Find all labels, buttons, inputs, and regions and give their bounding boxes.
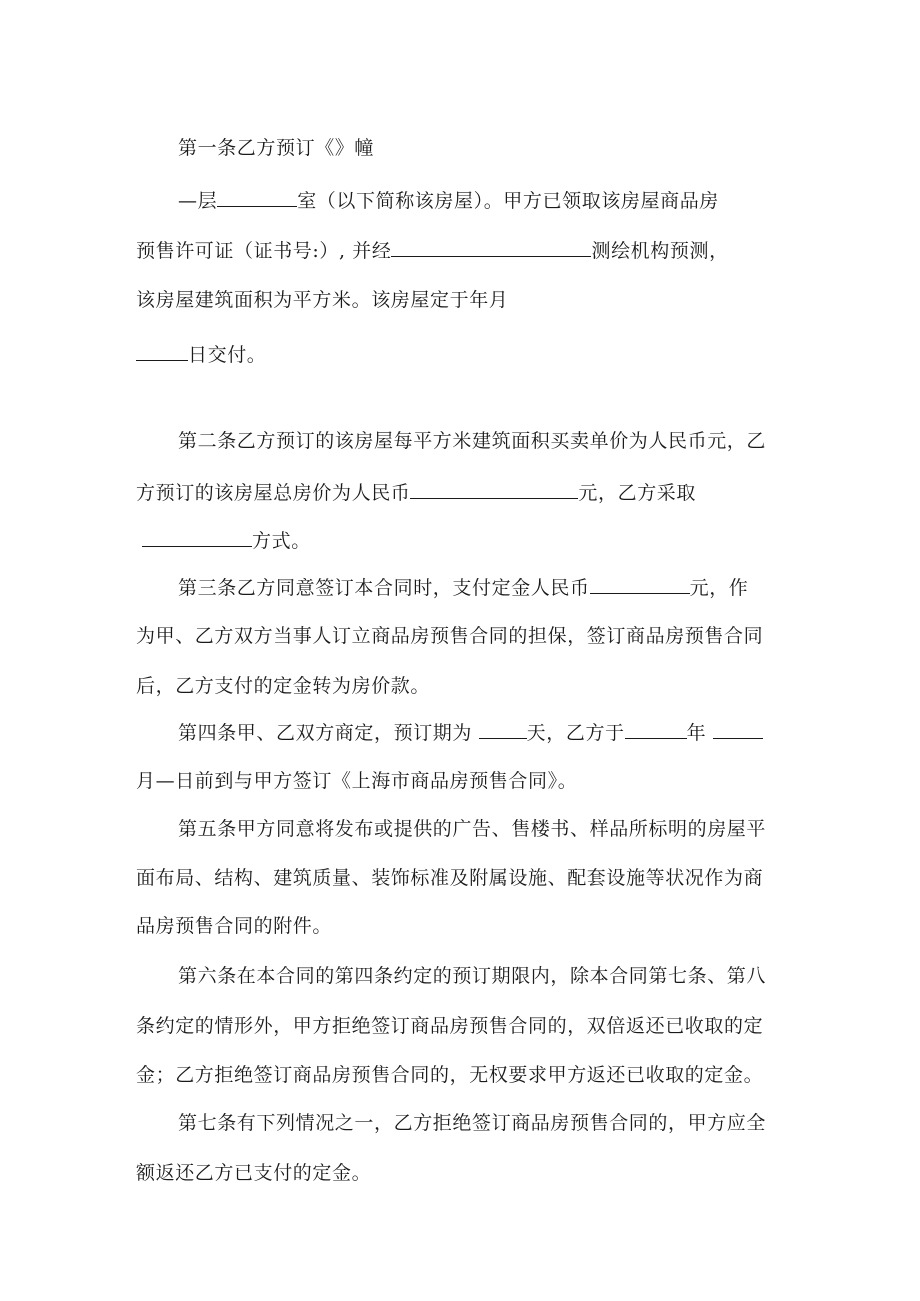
article-3-text: 元，作: [689, 577, 749, 599]
article-7-line-2: [136, 1161, 371, 1185]
article-2-text: 方预订的该房屋总房价为人民币: [136, 482, 411, 504]
blank-field: [136, 341, 188, 361]
blank-field: [479, 719, 527, 739]
blank-field: [217, 187, 297, 207]
article-5-line-1: [178, 817, 766, 841]
blank-field: [625, 719, 687, 739]
article-1-text: 预售许可证（证书号:）, 并经: [136, 240, 392, 262]
article-5-line-2: [136, 866, 763, 890]
article-1-text: —层: [178, 190, 218, 212]
article-4-line-2: [136, 769, 577, 793]
article-1-text: 室（以下简称该房屋）。甲方已领取该房屋商品房: [297, 190, 719, 212]
article-2-text: 第二条乙方预订的该房屋每平方米建筑面积买卖单价为人民币元，乙: [178, 430, 767, 452]
article-4-line-1: [178, 719, 763, 745]
article-1-text: 日交付。: [188, 344, 267, 366]
article-3-text: 后，乙方支付的定金转为房价款。: [136, 675, 431, 697]
article-3-line-2: [136, 624, 763, 648]
blank-field: [410, 479, 578, 499]
article-7-line-1: [178, 1111, 766, 1135]
blank-field: [713, 719, 763, 739]
article-1-line-5: [136, 341, 266, 367]
article-2-line-3: [142, 527, 311, 553]
article-4-text: 年: [686, 722, 707, 744]
article-2-text: 元，乙方采取: [578, 482, 697, 504]
article-1-text: 第一条乙方预订《》幢: [178, 137, 375, 159]
article-5-text: 第五条甲方同意将发布或提供的广告、售楼书、样品所标明的房屋平: [178, 818, 767, 840]
article-5-text: 品房预售合同的附件。: [136, 915, 333, 937]
article-6-line-3: [136, 1063, 763, 1087]
article-1-line-3: [136, 237, 729, 263]
article-7-text: 额返还乙方已支付的定金。: [136, 1162, 372, 1184]
article-4-text: 月—日前到与甲方签订《上海市商品房预售合同》。: [136, 770, 578, 792]
blank-field: [142, 527, 252, 547]
article-7-text: 第七条有下列情况之一，乙方拒绝签订商品房预售合同的，甲方应全: [178, 1112, 767, 1134]
article-6-text: 条约定的情形外，甲方拒绝签订商品房预售合同的，双倍返还已收取的定: [136, 1015, 764, 1037]
article-1-text: 测绘机构预测，: [591, 240, 729, 262]
article-2-line-1: [178, 429, 766, 453]
article-3-text: 第三条乙方同意签订本合同时，支付定金人民币: [178, 577, 590, 599]
article-3-line-1: [178, 574, 748, 600]
blank-field: [590, 574, 690, 594]
article-2-line-2: [136, 479, 696, 505]
article-6-text: 第六条在本合同的第四条约定的预订期限内，除本合同第七条、第八: [178, 965, 767, 987]
article-6-line-1: [178, 964, 766, 988]
article-3-text: 为甲、乙方双方当事人订立商品房预售合同的担保，签订商品房预售合同: [136, 625, 764, 647]
article-1-line-4: [136, 288, 508, 312]
article-2-text: 方式。: [252, 530, 311, 552]
article-1-text: 该房屋建筑面积为平方米。该房屋定于年月: [136, 289, 509, 311]
article-4-text: 天，乙方于: [526, 722, 625, 744]
article-3-line-3: [136, 674, 430, 698]
article-4-text: 第四条甲、乙双方商定，预订期为: [178, 722, 473, 744]
article-1-line-1: [178, 136, 374, 160]
article-5-line-3: [136, 914, 332, 938]
article-5-text: 面布局、结构、建筑质量、装饰标准及附属设施、配套设施等状况作为商: [136, 867, 764, 889]
article-6-line-2: [136, 1014, 763, 1038]
blank-field: [391, 237, 591, 257]
article-6-text: 金；乙方拒绝签订商品房预售合同的，无权要求甲方返还已收取的定金。: [136, 1064, 764, 1086]
article-1-line-2: [178, 187, 719, 213]
